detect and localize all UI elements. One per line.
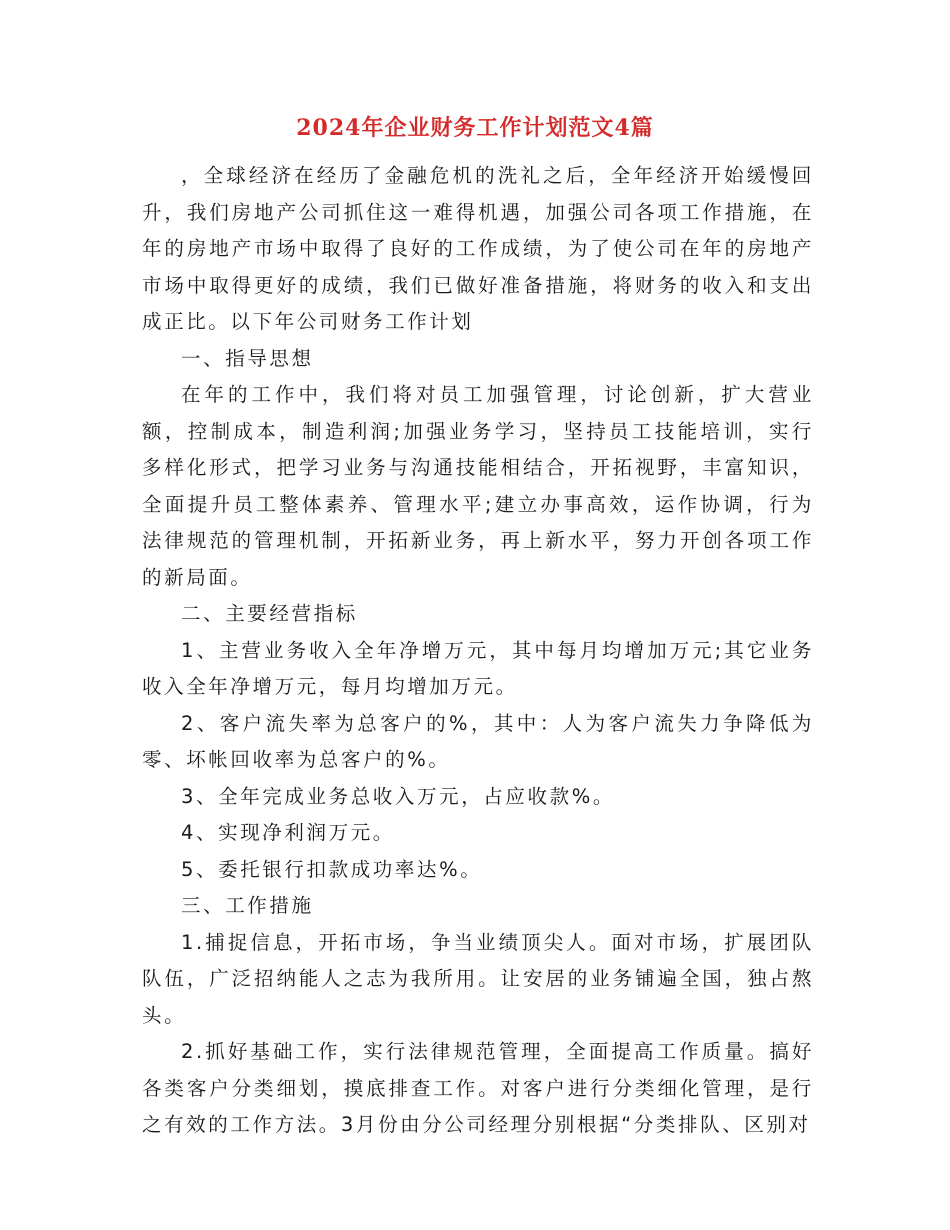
- indicator-item-3: 3、全年完成业务总收入万元，占应收款%。: [181, 784, 615, 808]
- section-heading-guiding-ideology: 一、指导思想: [181, 346, 314, 370]
- document-title: 2024年企业财务工作计划范文4篇: [296, 115, 654, 141]
- measure-item-1: 1.捕捉信息，开拓市场，争当业绩顶尖人。面对市场，扩展团队队伍，广泛招纳能人之志为我所用。让安居的业务铺遍全国，独占熬头。: [142, 930, 814, 1027]
- paragraph-guiding-ideology: 在年的工作中，我们将对员工加强管理，讨论创新，扩大营业额，控制成本，制造利润;加强业务学习，坚持员工技能培训，实行多样化形式，把学习业务与沟通技能相结合，开拓视野，丰富知识，全面提升员工整体素养、管理水平;建立办事高效，运作协调，行为法律规范的管理机制，开拓新业务，再上新水平，努力开创各项工作的新局面。: [142, 383, 814, 589]
- indicator-item-4: 4、实现净利润万元。: [181, 821, 395, 844]
- document-body: [142, 158, 814, 1144]
- indicator-item-2: 2、客户流失率为总客户的%，其中：人为客户流失力争降低为零、坏帐回收率为总客户的%。: [142, 711, 814, 771]
- indicator-item-5: 5、委托银行扣款成功率达%。: [181, 857, 483, 881]
- section-heading-work-measures: 三、工作措施: [181, 894, 314, 917]
- section-heading-main-indicators: 二、主要经营指标: [181, 602, 358, 625]
- indicator-item-1: 1、主营业务收入全年净增万元，其中每月均增加万元;其它业务收入全年净增万元，每月均增加万元。: [142, 638, 814, 698]
- paragraph-intro: ，全球经济在经历了金融危机的洗礼之后，全年经济开始缓慢回升，我们房地产公司抓住这一难得机遇，加强公司各项工作措施，在年的房地产市场中取得了良好的工作成绩，为了使公司在年的房地产市场中取得更好的成绩，我们已做好准备措施，将财务的收入和支出成正比。以下年公司财务工作计划: [142, 164, 814, 333]
- measure-item-2: 2.抓好基础工作，实行法律规范管理，全面提高工作质量。搞好各类客户分类细划，摸底排查工作。对客户进行分类细化管理，是行之有效的工作方法。3月份由分公司经理分别根据“分类排队、区别对: [142, 1040, 814, 1136]
